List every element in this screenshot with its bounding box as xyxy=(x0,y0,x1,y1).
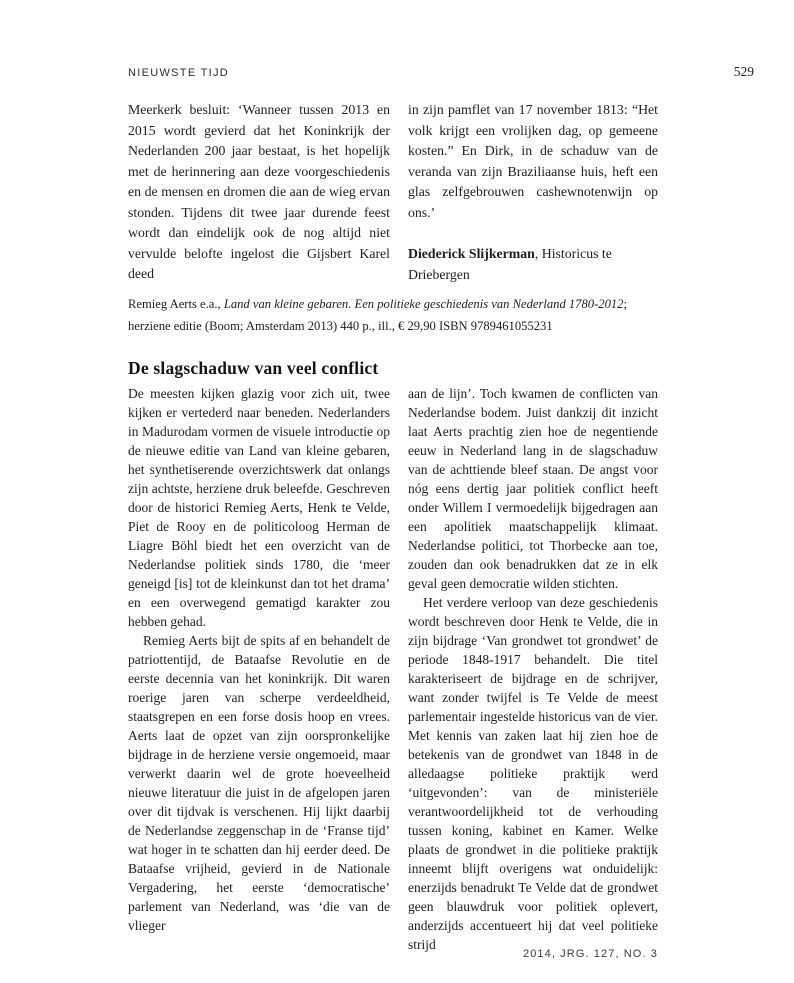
page-number: 529 xyxy=(733,64,754,79)
review-paragraph-1-continued: aan de lijn’. Toch kwamen de conflicten van Nederlandse bodem. Juist dankzij dit inzicht laat Aerts prachtig zien hoe de negentiende eeuw in Nederland lang in de slagschaduw van de achttiende bleef staan. De angst voor nóg eens dertig jaar politiek conflict heeft onder Willem I vermoedelijk bijgedragen aan een apolitiek maatschappelijk klimaat. Nederlandse politici, tot Thorbecke aan toe, zouden dan ook benadrukken dat ze in elk geval geen democratie wilden stichten. xyxy=(408,386,658,591)
review-paragraph-1 xyxy=(128,384,390,631)
volume-issue-label: 2014, JRG. 127, NO. 3 xyxy=(523,948,658,960)
paragraph-text: het synthetiserende overzichtswerk dat onlangs zijn achtste, herziene druk beleefde. Geschreven door de historici Remieg Aerts, Henk te Velde, Piet de Rooy en de politicoloog Herman de Liagre Böhl biedt het een overzicht van de Nederlandse politiek sinds 1780, die ‘meer geneigd [is] tot de kleinkunst dan tot het drama’ en een overwegend gematigd karakter zou hebben gehad. xyxy=(128,462,390,629)
review-title: De slagschaduw van veel conflict xyxy=(128,357,379,378)
previous-review-left-column xyxy=(128,100,390,285)
review-paragraph-3: Het verdere verloop van deze geschiedenis wordt beschreven door Henk te Velde, die in zijn bijdrage ‘Van grondwet tot grondwet’ de periode 1848-1917 behandelt. Die titel karakteriseert de bijdrage en de schrijver, want zonder twijfel is Te Velde de meest parlementair ingestelde historicus van de vier. Met kennis van zaken laat hij zien hoe de betekenis van de grondwet van 1848 in de alledaagse politieke praktijk werd ‘uitgevonden’: van de ministeriële verantwoordelijkheid tot de verhouding tussen koning, kabinet en Kamer. Welke plaats de grondwet in die politieke praktijk inneemt blijft overigens wat onduidelijk: enerzijds benadrukt Te Velde dat de grondwet geen blauwdruk voor politiek oplevert, anderzijds accentueert hij dat veel politieke strijd xyxy=(408,595,658,952)
book-title-inline: Land van kleine gebaren, xyxy=(248,443,390,458)
citation-separator: ; xyxy=(623,297,627,311)
citation-authors: Remieg Aerts e.a., xyxy=(128,297,224,311)
reviewer-affiliation: , Historicus te Driebergen xyxy=(408,246,612,282)
review-right-column xyxy=(408,384,658,954)
review-left-column xyxy=(128,384,390,935)
reviewer-signature xyxy=(408,244,658,285)
running-header xyxy=(128,64,754,80)
previous-review-paragraph: Meerkerk besluit: ‘Wanneer tussen 2013 en 2015 wordt gevierd dat het Koninkrijk der Nederlanden 200 jaar bestaat, is het hopelijk met de herinnering aan deze voorgeschiedenis en de mensen en dromen die aan de wieg ervan stonden. Tijdens dit twee jaar durende feest wordt dan eindelijk ook de nog altijd niet vervulde belofte ingelost die Gijsbert Karel deed xyxy=(128,102,390,281)
citation-book-title: Land van kleine gebaren. Een politieke geschiedenis van Nederland 1780-2012 xyxy=(223,297,624,311)
citation-publication-details: herziene editie (Boom; Amsterdam 2013) 440 p., ill., € 29,90 ISBN 9789461055231 xyxy=(128,319,553,333)
previous-review-paragraph-continued: in zijn pamflet van 17 november 1813: “Het volk krijgt een vrolijken dag, op gemeene kosten.” En Dirk, in de schaduw van de veranda van zijn Braziliaanse huis, heft een glas zelfgebrouwen cashewnotenwijn op ons.’ xyxy=(408,102,658,220)
paragraph-text: De meesten kijken glazig voor zich uit, twee kijken er vertederd naar beneden. Nederlanders in Madurodam vormen de visuele introductie op de nieuwe editie van xyxy=(128,386,390,458)
page-footer xyxy=(128,944,658,962)
review-paragraph-2: Remieg Aerts bijt de spits af en behandelt de patriottentijd, de Bataafse Revolutie en de eerste decennia van het koninkrijk. Dit waren roerige jaren van scherpe verdeeldheid, staatsgrepen en een forse dosis hoop en vrees. Aerts laat de opzet van zijn oorspronkelijke bijdrage in de herziene versie ongemoeid, maar verwerkt daarin wel de grote hoeveelheid nieuwe literatuur die juist in de afgelopen jaren over dit tijdvak is verschenen. Hij lijkt daarbij de Nederlandse zeggenschap in de ‘Franse tijd’ wat hoger in te schatten dan hij eerder deed. De Bataafse vrijheid, gevierd in de Nationale Vergadering, het eerste ‘democratische’ parlement van Nederland, was ‘die van de vlieger xyxy=(128,633,390,933)
section-label: NIEUWSTE TIJD xyxy=(128,67,230,79)
previous-review-right-column xyxy=(408,100,658,285)
book-citation xyxy=(128,293,673,337)
reviewer-name: Diederick Slijkerman xyxy=(408,246,535,261)
